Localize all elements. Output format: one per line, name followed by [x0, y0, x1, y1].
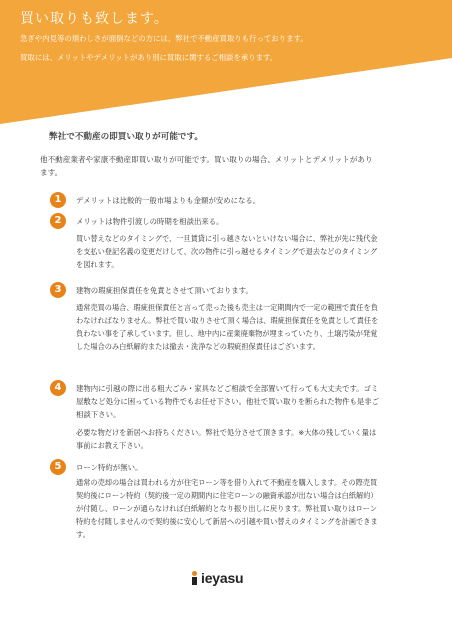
item-body	[76, 476, 380, 541]
company-logo	[190, 570, 243, 586]
item-body-paragraph: 通常の売却の場合は買われる方が住宅ローン等を借り入れて不動産を購入します。その際売買契約後にローン特約（契約後一定の期間内に住宅ローンの融資承認が出ない場合は白紙解約）が付随し、ローンが通らなければ白紙解約となり振り出しに戻ります。弊社買い取りはローン特約を付随しませんので契約後に安心して新居への引越や買い替えのタイミングを計画できます。	[76, 478, 378, 539]
number-badge: 3	[50, 282, 66, 298]
item-body-paragraph: 通常売買の場合、瑕疵担保責任と言って売った後も売主は一定期間内で一定の範囲で責任を負わなければなりません。弊社で買い取りさせて頂く場合は、瑕疵担保責任を免責として責任を負わない事を了承しています。但し、地中内に産業廃棄物が埋まっていたり、土壌汚染が発覚した場合のみ白紙解約または撤去・洗浄などの瑕疵担保責任はございます。	[76, 303, 379, 351]
item-title: 建物の瑕疵担保責任を免責とさせて頂いております。	[76, 286, 253, 295]
number-badge: 5	[50, 459, 66, 475]
number-badge: 2	[50, 213, 66, 229]
page-title: 買い取りも致します。	[20, 11, 169, 27]
logo-text: ieyasu	[201, 570, 244, 586]
number-badge: 1	[50, 192, 66, 208]
intro-text: 他不動産業者や家康不動産即買い取りが可能です。買い取りの場合、メリットとデメリットがあります。	[40, 155, 373, 177]
item-body	[76, 301, 380, 353]
item-title: メリットは物件引渡しの時期を相談出来る。	[76, 217, 224, 226]
header-banner	[0, 0, 452, 130]
item-title: 建物内に引越の際に出る粗大ごみ・家具などご相談で全部置いて行っても大丈夫です。ゴミ屋敷など処分に困っている物件でもお任せ下さい。他社で買い取りを断られた物件も是非ご相談下さい。	[76, 384, 380, 419]
item-title: デメリットは比較的一般市場よりも金額が安めになる。	[76, 196, 261, 205]
item-body-paragraph: 買い替えなどのタイミングで、一旦賃貸に引っ越さないといけない場合に、弊社が先に残代金を支払い登記名義の変更だけして、次の物件に引っ越せるタイミングで退去などのタイミングを図れます。	[76, 234, 378, 269]
item-body	[76, 232, 380, 271]
number-badge: 4	[50, 380, 66, 396]
header-text-line-1: 急ぎや内見等の煩わしさが面倒などの方には、弊社で不動産買取りも行っております。	[20, 34, 308, 43]
item-body-paragraph: 必要な物だけを新居へお持ちください。弊社で処分させて頂きます。※大体の残していく量は事前にお教え下さい。	[76, 428, 377, 450]
item-body	[76, 426, 380, 452]
item-title: ローン特約が無い。	[76, 463, 143, 472]
header-text-line-2: 買取には、メリットやデメリットがあり別に買取に関するご相談を承ります。	[20, 53, 278, 62]
section-title: 弊社で不動産の即買い取りが可能です。	[49, 132, 204, 142]
logo-mark-icon	[190, 571, 200, 585]
